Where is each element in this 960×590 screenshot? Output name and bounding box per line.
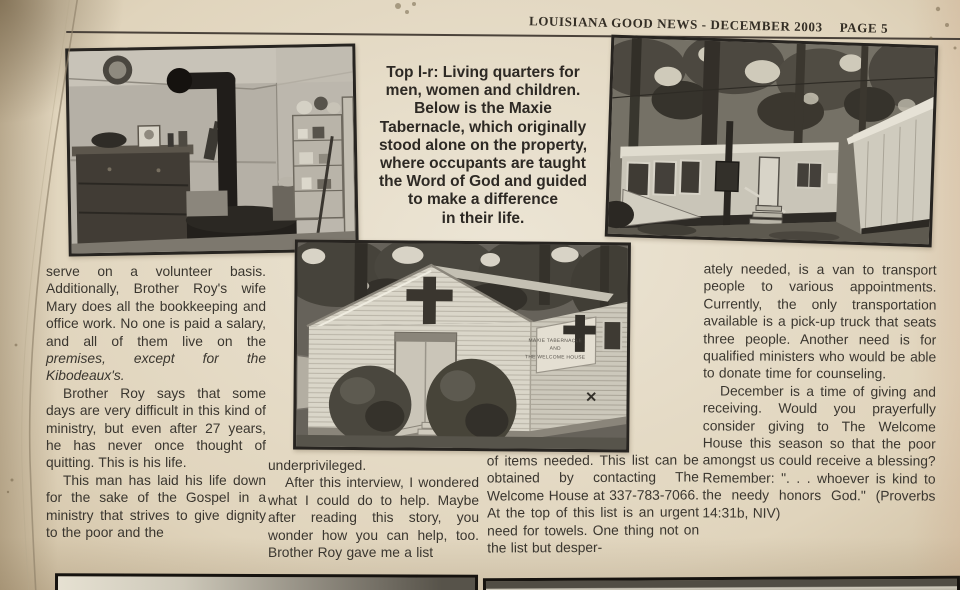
sign-line-3: THE WELCOME HOUSE [525,355,586,361]
caption-line: Top l-r: Living quarters for [386,64,580,81]
cutoff-photo-right [483,576,960,590]
masthead-title: LOUISIANA GOOD NEWS - DECEMBER 2003 [528,13,823,35]
article-column-3 [487,451,700,557]
paragraph [702,382,936,522]
bedding [186,191,228,217]
paragraph [46,263,266,385]
body-text: This man has laid his life down for the sake of the Gospel in a ministry that strives to give dignity to the poor and the [46,472,266,541]
article-column-2 [268,457,479,561]
caption-line: men, women and children. [385,82,581,100]
body-text: Brother Roy says that some days are very difficult in this kind of ministry, but even after 27 years, he has never once thought of quitting. This is his life. [46,385,266,471]
photo-trailers [605,35,939,248]
italic-text: premises, except for the Kibodeaux's. [46,351,266,384]
page-number: PAGE 5 [839,19,889,36]
caption-line: the Word of God and guided [378,173,588,191]
sign-line-1: MAXIE TABERNACLE [528,338,583,345]
caption-line: Tabernacle, which originally [379,118,587,136]
article-column-1 [46,263,266,542]
body-text: underprivileged. [268,458,367,473]
sign-line-2: AND [549,346,561,352]
cutoff-photo-left [55,573,478,590]
body-text: ately needed, is a van to transport people to various appointments. Currently, the only transportation available is a pick-up truck that seats three people. Another need is for qualified ministers who would be able to donate time for counseling. [703,261,937,382]
body-text: serve on a volunteer basis. Additionally, Brother Roy's wife Mary does all the bookkeeping and office work. No one is paid a salary, and all of them live on the [46,264,267,349]
caption-line: where occupants are taught [380,155,586,173]
page-header [529,13,888,37]
paragraph [268,457,479,474]
dresser [72,144,195,249]
caption-line: Below is the Maxie [414,100,552,118]
paragraph [268,474,479,561]
caption-line: in their life. [441,209,525,227]
paragraph [46,472,266,542]
body-text: After this interview, I wondered what I could do to help. Maybe after reading this story, you wonder how you can help, too. Brother Roy gave me a list [268,475,479,561]
door [342,97,355,235]
article-column-4 [702,260,936,522]
paragraph [703,260,937,383]
photo-living-quarters [65,43,359,256]
side-window [603,321,621,350]
body-text: December is a time of giving and receiving. Would you prayerfully consider giving to The Welcome House this season so that the poor amongst us could receive a blessing? Remember: ". . . whoever is kind to the needy honors God." (Proverbs 14:31b, NIV) [702,383,937,521]
body-text: of items needed. This list can be obtained by contacting The Welcome House at 337-783-7066. At the top of this list is an urgent need for towels. One thing not on the list but desper- [486,452,700,556]
paragraph [487,451,700,557]
photo-caption [361,64,605,228]
caption-line: stood alone on the property, [378,136,588,154]
caption-line: to make a difference [408,191,558,209]
paragraph [46,385,266,472]
photo-church [293,240,631,453]
